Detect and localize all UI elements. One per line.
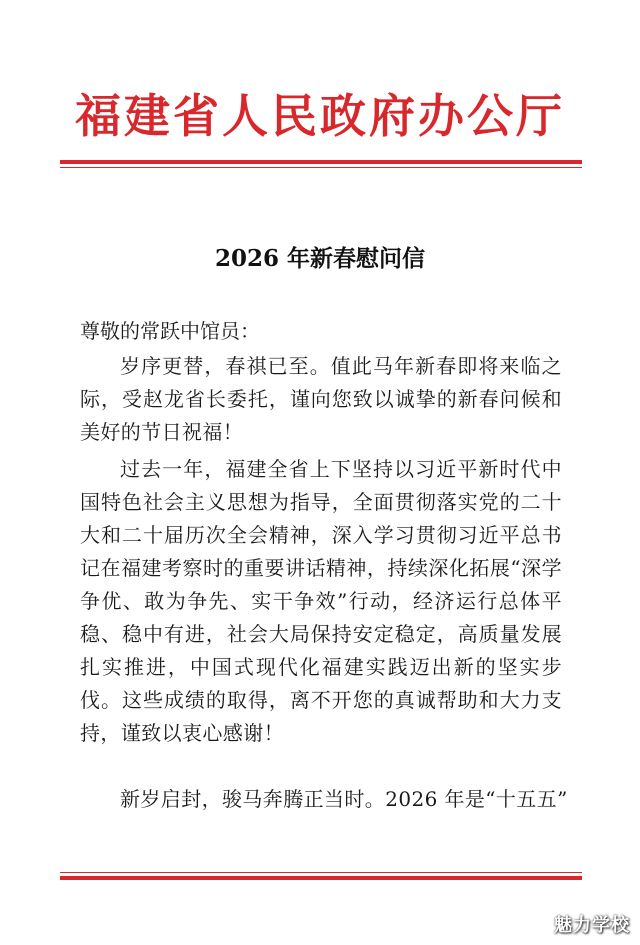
letterhead-red-rule-thin xyxy=(60,167,582,168)
watermark-text: 魅力学校 xyxy=(554,915,630,936)
footer-red-rule-thin xyxy=(60,872,582,873)
footer-red-rule-thick xyxy=(60,876,582,880)
letter-title: 2026 年新春慰问信 xyxy=(214,245,426,272)
letterhead-red-rule-thick xyxy=(60,160,582,164)
letterhead-organization-title: 福建省人民政府办公厅 xyxy=(75,89,565,143)
body-paragraph-1: 岁序更替，春祺已至。值此马年新春即将来临之际，受赵龙省长委托，谨向您致以诚挚的新春问候和美好的节日祝福！ xyxy=(80,354,562,444)
salutation: 尊敬的常跃中馆员： xyxy=(80,319,260,343)
body-paragraph-3: 新岁启封，骏马奔腾正当时。2026 年是“十五五” xyxy=(120,787,568,811)
body-paragraph-2: 过去一年，福建全省上下坚持以习近平新时代中国特色社会主义思想为指导，全面贯彻落实党的二十大和二十届历次全会精神，深入学习贯彻习近平总书记在福建考察时的重要讲话精神，持续深化拓展“深学争优、敢为争先、实干争效”行动，经济运行总体平稳、稳中有进，社会大局保持安定稳定，高质量发展扎实推进，中国式现代化福建实践迈出新的坚实步伐。这些成绩的取得，离不开您的真诚帮助和大力支持，谨致以衷心感谢！ xyxy=(80,457,562,745)
